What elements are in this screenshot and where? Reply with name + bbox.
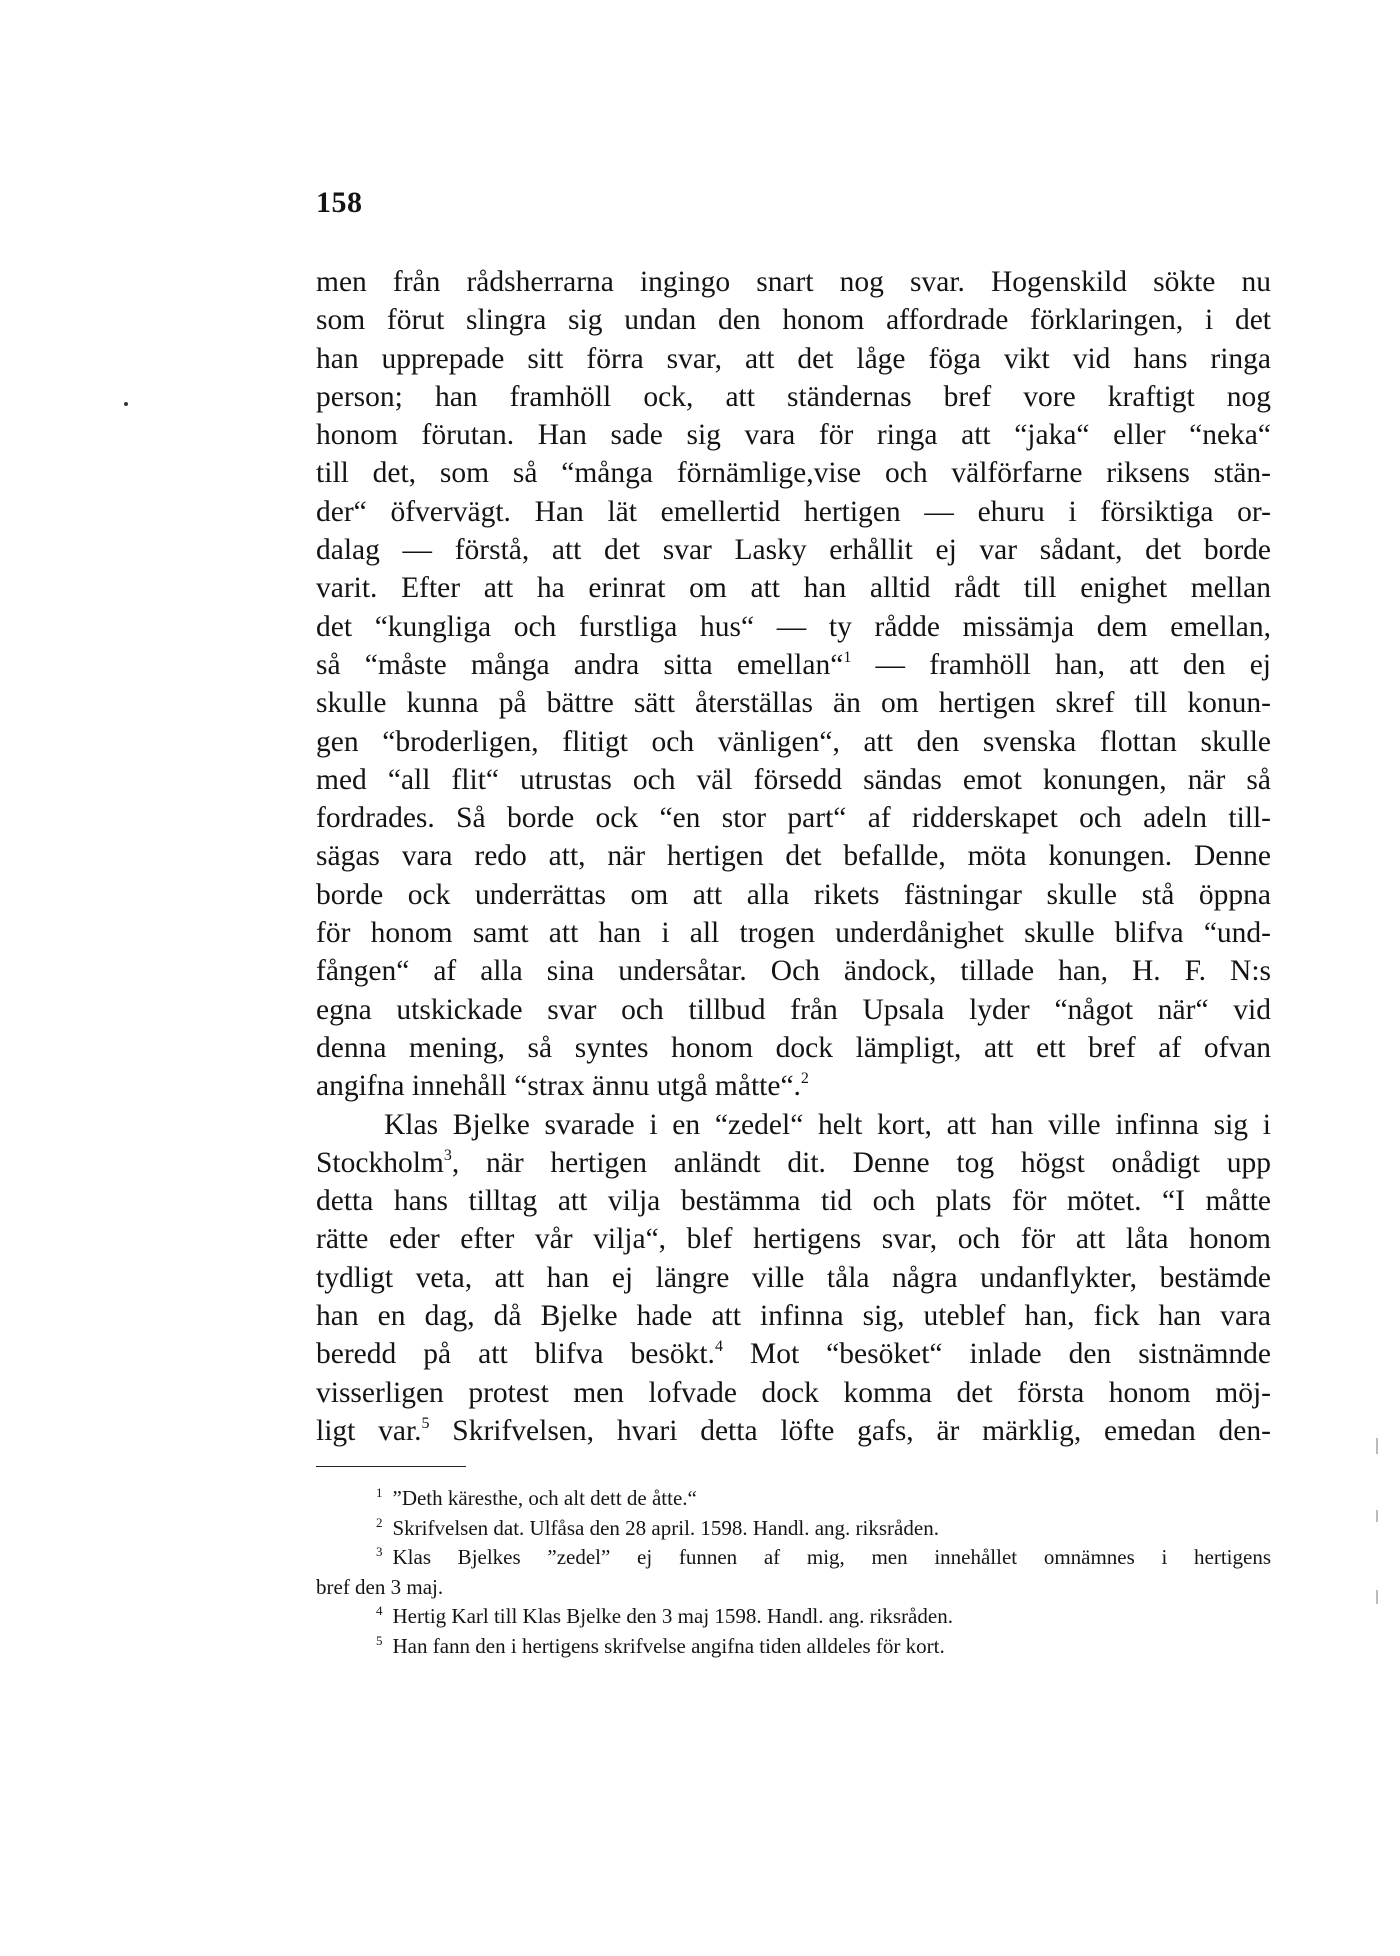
text-segment: angifna innehåll “strax ännu utgå måtte“. — [316, 1070, 801, 1103]
footnote-ref: 4 — [714, 1338, 723, 1356]
text-line: som förut slingra sig undan den honom affordrade förklaringen, i det — [316, 304, 1271, 337]
text-line: med “all flit“ utrustas och väl försedd sändas emot konungen, när så — [316, 763, 1271, 796]
edge-scan-mark — [1376, 1438, 1378, 1454]
text-line: sägas vara redo att, när hertigen det befallde, möta konungen. Denne — [316, 840, 1271, 873]
stray-ink-dot — [124, 402, 128, 406]
edge-scan-mark — [1376, 1510, 1378, 1522]
text-line — [316, 1335, 1271, 1373]
text-line: skulle kunna på bättre sätt återställas än om hertigen skref till konun- — [316, 687, 1271, 720]
text-line: egna utskickade svar och tillbud från Upsala lyder “något när“ vid — [316, 993, 1271, 1026]
page-number: 158 — [316, 186, 363, 219]
text-line: tydligt veta, att han ej längre ville tåla några undanflykter, bestämde — [316, 1261, 1271, 1294]
text-line: denna mening, så syntes honom dock lämpligt, att ett bref af ofvan — [316, 1031, 1271, 1064]
text-line: person; han framhöll ock, att ständernas bref vore kraftigt nog — [316, 380, 1271, 413]
text-segment: Mot “besöket“ inlade den sistnämnde — [722, 1338, 1271, 1371]
footnote-ref: 2 — [800, 1070, 809, 1088]
text-line: Klas Bjelke svarade i en “zedel“ helt kort, att han ville infinna sig i — [384, 1108, 1271, 1141]
footnote-text: Han fann den i hertigens skrifvelse angifna tiden alldeles för kort. — [392, 1633, 945, 1658]
footnote — [316, 1602, 1271, 1632]
text-line: fången“ af alla sina undersåtar. Och ändock, tillade han, H. F. N:s — [316, 955, 1271, 988]
footnote-text: bref den 3 maj. — [316, 1574, 444, 1599]
text-line: borde ock underrättas om att alla rikets fästningar skulle stå öppna — [316, 878, 1271, 911]
body-text — [316, 263, 1271, 1450]
footnote-mark: 2 — [376, 1514, 383, 1530]
footnote — [316, 1484, 1271, 1514]
text-line — [316, 646, 1271, 684]
text-line: honom förutan. Han sade sig vara för ringa att “jaka“ eller “neka“ — [316, 419, 1271, 452]
text-line: till det, som så “många förnämlige,vise och välförfarne riksens stän- — [316, 457, 1271, 490]
footnotes — [316, 1484, 1271, 1661]
text-segment: beredd på att blifva besökt. — [316, 1338, 715, 1371]
text-line: der“ öfvervägt. Han lät emellertid hertigen — ehuru i försiktiga or- — [316, 495, 1271, 528]
footnote — [316, 1514, 1271, 1544]
footnote-ref: 5 — [421, 1414, 430, 1432]
footnote-text: Skrifvelsen dat. Ulfåsa den 28 april. 1598. Handl. ang. riksråden. — [392, 1515, 939, 1540]
footnote-continuation — [316, 1573, 1271, 1603]
text-line: han en dag, då Bjelke hade att infinna sig, uteblef han, fick han vara — [316, 1300, 1271, 1333]
footnote-text: ”Deth käresthe, och alt dett de åtte.“ — [392, 1486, 697, 1510]
text-line: visserligen protest men lofvade dock komma det första honom möj- — [316, 1376, 1271, 1409]
footnote-ref: 3 — [443, 1146, 452, 1164]
text-segment: Stockholm — [316, 1146, 444, 1179]
footnote-text: Klas Bjelkes ”zedel” ej funnen af mig, men innehållet omnämnes i hertigens — [392, 1545, 1271, 1569]
text-line: detta hans tilltag att vilja bestämma tid och plats för mötet. “I måtte — [316, 1185, 1271, 1218]
footnote — [316, 1543, 1271, 1573]
text-line: dalag — förstå, att det svar Lasky erhållit ej var sådant, det borde — [316, 534, 1271, 567]
text-segment: — framhöll han, att den ej — [851, 648, 1271, 681]
footnote-ref: 1 — [843, 648, 852, 666]
edge-scan-mark — [1376, 1590, 1378, 1604]
text-segment: ligt var. — [316, 1414, 422, 1447]
text-segment: Skrifvelsen, hvari detta löfte gafs, är märklig, emedan den- — [429, 1414, 1271, 1447]
footnote — [316, 1632, 1271, 1662]
footnote-mark: 3 — [376, 1544, 383, 1559]
footnote-mark: 5 — [376, 1632, 383, 1648]
footnote-text: Hertig Karl till Klas Bjelke den 3 maj 1598. Handl. ang. riksråden. — [392, 1604, 953, 1628]
footnote-mark: 1 — [376, 1485, 383, 1500]
text-line: för honom samt att han i all trogen underdånighet skulle blifva “und- — [316, 917, 1271, 950]
text-line: rätte eder efter vår vilja“, blef hertigens svar, och för att låta honom — [316, 1223, 1271, 1256]
text-line: men från rådsherrarna ingingo snart nog svar. Hogenskild sökte nu — [316, 266, 1271, 298]
text-line: det “kungliga och furstliga hus“ — ty rådde missämja dem emellan, — [316, 610, 1271, 643]
text-line — [316, 1412, 1271, 1450]
text-segment: så “måste många andra sitta emellan“ — [316, 648, 844, 681]
text-line: han upprepade sitt förra svar, att det låge föga vikt vid hans ringa — [316, 342, 1271, 375]
text-line: gen “broderligen, flitigt och vänligen“, att den svenska flottan skulle — [316, 725, 1271, 758]
footnote-mark: 4 — [376, 1603, 383, 1618]
text-line: varit. Efter att ha erinrat om att han alltid rådt till enighet mellan — [316, 572, 1271, 605]
text-line: fordrades. Så borde ock “en stor part“ af ridderskapet och adeln till- — [316, 802, 1271, 835]
text-line — [316, 1144, 1271, 1182]
text-line — [316, 1067, 1271, 1105]
footnote-separator — [316, 1466, 466, 1467]
text-segment: , när hertigen anländt dit. Denne tog högst onådigt upp — [451, 1146, 1271, 1179]
